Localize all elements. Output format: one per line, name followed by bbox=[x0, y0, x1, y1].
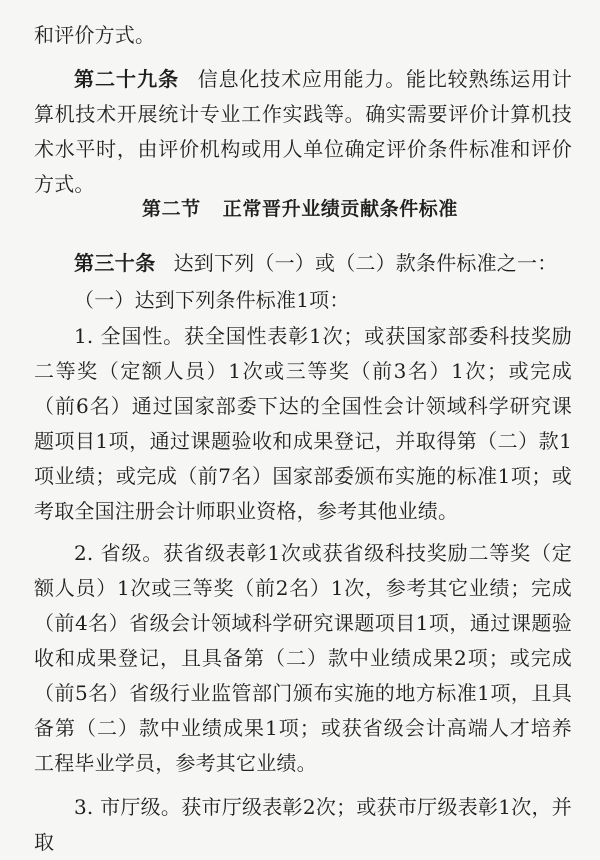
paragraph-text: 2. 省级。获省级表彰1次或获省级科技奖励二等奖（定额人员）1次或三等奖（前2名）1次，参考其它业绩；完成（前4名）省级会计领域科学研究课题项目1项，通过课题验收和成果登记，且具备第（二）款中业绩成果2项；或完成（前5名）省级行业监管部门颁布实施的地方标准1项，且具备第（二）款中业绩成果1项；或获省级会计高端人才培养工程毕业学员，参考其它业绩。 bbox=[34, 541, 572, 775]
section-name: 正常晋升业绩贡献条件标准 bbox=[222, 198, 458, 220]
item-provincial-paragraph bbox=[34, 536, 572, 781]
article-number: 第二十九条 bbox=[74, 67, 180, 91]
clause-1-heading bbox=[34, 283, 572, 318]
paragraph-continuation bbox=[34, 18, 572, 53]
article-29-paragraph bbox=[34, 62, 572, 202]
paragraph-text: 1. 全国性。获全国性表彰1次；或获国家部委科技奖励二等奖（定额人员）1次或三等奖（前3名）1次；或完成（前6名）通过国家部委下达的全国性会计领域科学研究课题项目1项，通过课题验收和成果登记，并取得第（二）款1项业绩；或完成（前7名）国家部委颁布实施的标准1项；或考取全国注册会计师职业资格，参考其他业绩。 bbox=[34, 324, 572, 523]
item-municipal-paragraph bbox=[34, 790, 572, 860]
paragraph-text: 3. 市厅级。获市厅级表彰2次；或获市厅级表彰1次，并取 bbox=[34, 795, 572, 854]
item-national-paragraph bbox=[34, 319, 572, 529]
section-number: 第二节 bbox=[141, 198, 201, 220]
section-heading bbox=[0, 194, 600, 224]
paragraph-text: 信息化技术应用能力。能比较熟练运用计算机技术开展统计专业工作实践等。确实需要评价计算机技术水平时，由评价机构或用人单位确定评价条件标准和评价方式。 bbox=[34, 67, 573, 196]
article-number: 第三十条 bbox=[74, 251, 156, 275]
paragraph-text: 达到下列（一）或（二）款条件标准之一： bbox=[173, 251, 558, 275]
article-30-paragraph bbox=[34, 246, 572, 281]
paragraph-text: （一）达到下列条件标准1项： bbox=[74, 288, 350, 312]
paragraph-text: 和评价方式。 bbox=[34, 23, 156, 47]
